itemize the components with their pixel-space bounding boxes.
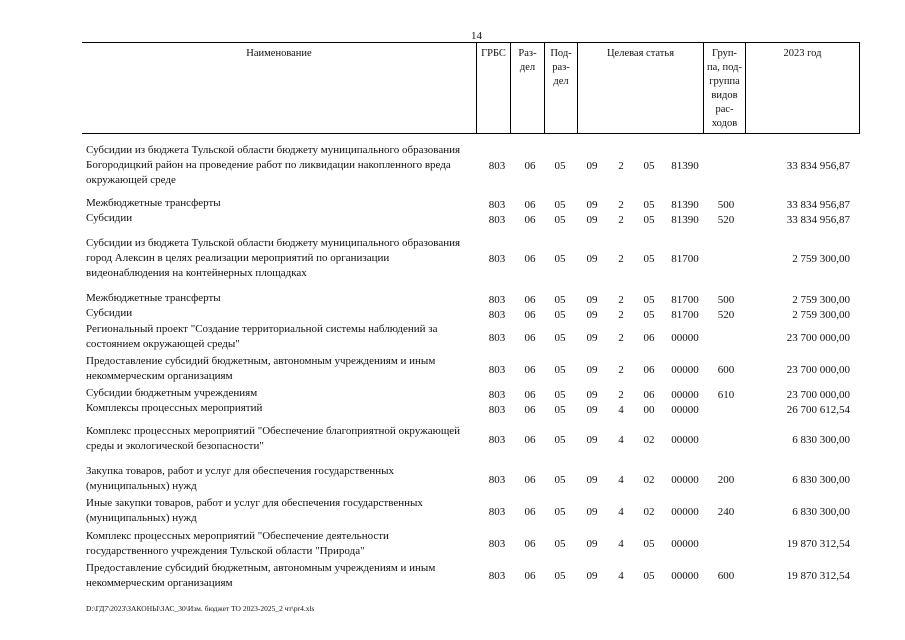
cell-c3: 06 — [643, 332, 655, 344]
cell-pr: 05 — [554, 199, 566, 211]
cell-c1: 09 — [586, 389, 598, 401]
cell-c2: 4 — [618, 404, 624, 416]
cell-grbs: 803 — [488, 199, 506, 211]
header-name: Наименование — [246, 48, 312, 59]
cell-amount: 26 700 612,54 — [786, 404, 850, 416]
cell-rz: 06 — [524, 309, 536, 321]
cell-c3: 02 — [643, 434, 655, 446]
cell-vr: 520 — [717, 214, 735, 226]
row-name: Закупка товаров, работ и услуг для обеспечения государственных (муниципальных) нужд — [86, 465, 395, 492]
cell-c2: 2 — [618, 332, 624, 344]
cell-c4: 81700 — [671, 253, 699, 265]
cell-c1: 09 — [586, 214, 598, 226]
cell-c1: 09 — [586, 434, 598, 446]
table-header — [82, 42, 860, 134]
cell-amount: 23 700 000,00 — [786, 389, 850, 401]
cell-pr: 05 — [554, 434, 566, 446]
cell-c1: 09 — [586, 570, 598, 582]
row-name: Региональный проект "Создание территориальной системы наблюдений за состоянием окружающей среды" — [86, 323, 438, 350]
cell-amount: 6 830 300,00 — [792, 506, 850, 518]
cell-rz: 06 — [524, 570, 536, 582]
cell-amount: 33 834 956,87 — [786, 199, 850, 211]
cell-c4: 81390 — [671, 214, 699, 226]
row-name: Предоставление субсидий бюджетным, автономным учреждениям и иным некоммерческим организациям — [86, 355, 436, 382]
cell-grbs: 803 — [488, 214, 506, 226]
cell-grbs: 803 — [488, 506, 506, 518]
cell-c3: 05 — [643, 570, 655, 582]
cell-rz: 06 — [524, 389, 536, 401]
cell-c4: 00000 — [671, 332, 699, 344]
row-name: Комплекс процессных мероприятий "Обеспечение благоприятной окружающей среды и экологической безопасности" — [86, 425, 461, 452]
cell-c3: 06 — [643, 364, 655, 376]
cell-amount: 2 759 300,00 — [792, 309, 850, 321]
cell-vr: 240 — [717, 506, 735, 518]
cell-grbs: 803 — [488, 309, 506, 321]
cell-c3: 05 — [643, 199, 655, 211]
cell-amount: 23 700 000,00 — [786, 364, 850, 376]
cell-c3: 02 — [643, 506, 655, 518]
cell-c2: 4 — [618, 570, 624, 582]
cell-pr: 05 — [554, 474, 566, 486]
cell-c1: 09 — [586, 506, 598, 518]
cell-pr: 05 — [554, 404, 566, 416]
cell-c4: 81700 — [671, 294, 699, 306]
cell-c4: 00000 — [671, 538, 699, 550]
cell-c2: 4 — [618, 538, 624, 550]
cell-amount: 23 700 000,00 — [786, 332, 850, 344]
cell-rz: 06 — [524, 253, 536, 265]
row-name: Субсидии из бюджета Тульской области бюджету муниципального образования город Алексин в целях реализации мероприятий по организации видеонаблюдения на контейнерных площадках — [86, 237, 461, 279]
cell-vr: 600 — [717, 364, 735, 376]
file-path: D:\ГД7\2023\ЗАКОНЫ\ЗАС_30\Изм. бюджет ТО 2023-2025_2 чт\pr4.xls — [86, 604, 315, 613]
row-name: Предоставление субсидий бюджетным, автономным учреждениям и иным некоммерческим организациям — [86, 562, 436, 589]
cell-pr: 05 — [554, 506, 566, 518]
cell-pr: 05 — [554, 389, 566, 401]
cell-c2: 2 — [618, 214, 624, 226]
row-name: Субсидии из бюджета Тульской области бюджету муниципального образования Богородицкий район на проведение работ по ликвидации накопленного вреда окружающей среде — [86, 144, 461, 186]
cell-pr: 05 — [554, 294, 566, 306]
cell-grbs: 803 — [488, 570, 506, 582]
cell-grbs: 803 — [488, 404, 506, 416]
cell-amount: 6 830 300,00 — [792, 434, 850, 446]
cell-c3: 05 — [643, 294, 655, 306]
cell-rz: 06 — [524, 434, 536, 446]
cell-c3: 06 — [643, 389, 655, 401]
cell-c2: 4 — [618, 434, 624, 446]
cell-grbs: 803 — [488, 160, 506, 172]
cell-rz: 06 — [524, 294, 536, 306]
cell-amount: 2 759 300,00 — [792, 294, 850, 306]
cell-c1: 09 — [586, 538, 598, 550]
cell-c4: 00000 — [671, 474, 699, 486]
row-name: Межбюджетные трансферты — [86, 292, 221, 304]
cell-c4: 81700 — [671, 309, 699, 321]
cell-rz: 06 — [524, 506, 536, 518]
cell-amount: 6 830 300,00 — [792, 474, 850, 486]
cell-grbs: 803 — [488, 364, 506, 376]
cell-c3: 00 — [643, 404, 655, 416]
cell-rz: 06 — [524, 404, 536, 416]
cell-rz: 06 — [524, 214, 536, 226]
cell-rz: 06 — [524, 364, 536, 376]
cell-c2: 2 — [618, 309, 624, 321]
cell-amount: 2 759 300,00 — [792, 253, 850, 265]
header-razdel: Раз- дел — [510, 43, 544, 133]
cell-pr: 05 — [554, 309, 566, 321]
cell-grbs: 803 — [488, 253, 506, 265]
cell-c4: 00000 — [671, 570, 699, 582]
cell-pr: 05 — [554, 253, 566, 265]
row-name: Субсидии бюджетным учреждениям — [86, 387, 258, 399]
cell-c1: 09 — [586, 309, 598, 321]
cell-c1: 09 — [586, 160, 598, 172]
row-name: Межбюджетные трансферты — [86, 197, 221, 209]
cell-c4: 00000 — [671, 364, 699, 376]
cell-c3: 05 — [643, 214, 655, 226]
cell-c2: 2 — [618, 160, 624, 172]
cell-grbs: 803 — [488, 332, 506, 344]
cell-pr: 05 — [554, 538, 566, 550]
cell-pr: 05 — [554, 570, 566, 582]
cell-grbs: 803 — [488, 538, 506, 550]
cell-pr: 05 — [554, 332, 566, 344]
cell-rz: 06 — [524, 332, 536, 344]
row-name: Иные закупки товаров, работ и услуг для обеспечения государственных (муниципальных) нужд — [86, 497, 423, 524]
cell-grbs: 803 — [488, 474, 506, 486]
cell-amount: 19 870 312,54 — [786, 538, 850, 550]
cell-rz: 06 — [524, 160, 536, 172]
cell-c2: 2 — [618, 294, 624, 306]
row-name: Комплексы процессных мероприятий — [86, 402, 263, 414]
header-grbs: ГРБС — [476, 43, 510, 133]
cell-c3: 05 — [643, 309, 655, 321]
cell-pr: 05 — [554, 214, 566, 226]
cell-c4: 00000 — [671, 506, 699, 518]
cell-c2: 2 — [618, 364, 624, 376]
cell-c3: 02 — [643, 474, 655, 486]
row-name: Субсидии — [86, 307, 133, 319]
cell-c2: 2 — [618, 389, 624, 401]
cell-c4: 00000 — [671, 404, 699, 416]
cell-c4: 81390 — [671, 199, 699, 211]
cell-vr: 500 — [717, 199, 735, 211]
cell-vr: 200 — [717, 474, 735, 486]
cell-rz: 06 — [524, 474, 536, 486]
cell-grbs: 803 — [488, 294, 506, 306]
cell-c1: 09 — [586, 364, 598, 376]
cell-c2: 2 — [618, 253, 624, 265]
row-name: Комплекс процессных мероприятий "Обеспечение деятельности государственного учреждения Тульской области "Природа" — [86, 530, 389, 557]
cell-vr: 610 — [717, 389, 735, 401]
cell-pr: 05 — [554, 160, 566, 172]
cell-c1: 09 — [586, 294, 598, 306]
cell-c1: 09 — [586, 404, 598, 416]
header-group: Груп- па, под- группа видов рас- ходов — [703, 43, 745, 133]
cell-vr: 600 — [717, 570, 735, 582]
cell-c2: 2 — [618, 199, 624, 211]
header-year: 2023 год — [745, 43, 860, 133]
cell-amount: 19 870 312,54 — [786, 570, 850, 582]
cell-rz: 06 — [524, 199, 536, 211]
page-number: 14 — [471, 30, 482, 42]
cell-c1: 09 — [586, 474, 598, 486]
header-target: Целевая статья — [577, 43, 703, 133]
cell-grbs: 803 — [488, 389, 506, 401]
cell-c3: 05 — [643, 253, 655, 265]
cell-c1: 09 — [586, 253, 598, 265]
cell-c2: 4 — [618, 506, 624, 518]
cell-vr: 520 — [717, 309, 735, 321]
cell-c4: 00000 — [671, 434, 699, 446]
cell-pr: 05 — [554, 364, 566, 376]
cell-c1: 09 — [586, 199, 598, 211]
cell-grbs: 803 — [488, 434, 506, 446]
cell-c1: 09 — [586, 332, 598, 344]
cell-amount: 33 834 956,87 — [786, 160, 850, 172]
cell-amount: 33 834 956,87 — [786, 214, 850, 226]
cell-vr: 500 — [717, 294, 735, 306]
cell-c2: 4 — [618, 474, 624, 486]
header-podrazdel: Под- раз- дел — [544, 43, 577, 133]
cell-c3: 05 — [643, 538, 655, 550]
cell-rz: 06 — [524, 538, 536, 550]
cell-c4: 00000 — [671, 389, 699, 401]
row-name: Субсидии — [86, 212, 133, 224]
cell-c4: 81390 — [671, 160, 699, 172]
cell-c3: 05 — [643, 160, 655, 172]
